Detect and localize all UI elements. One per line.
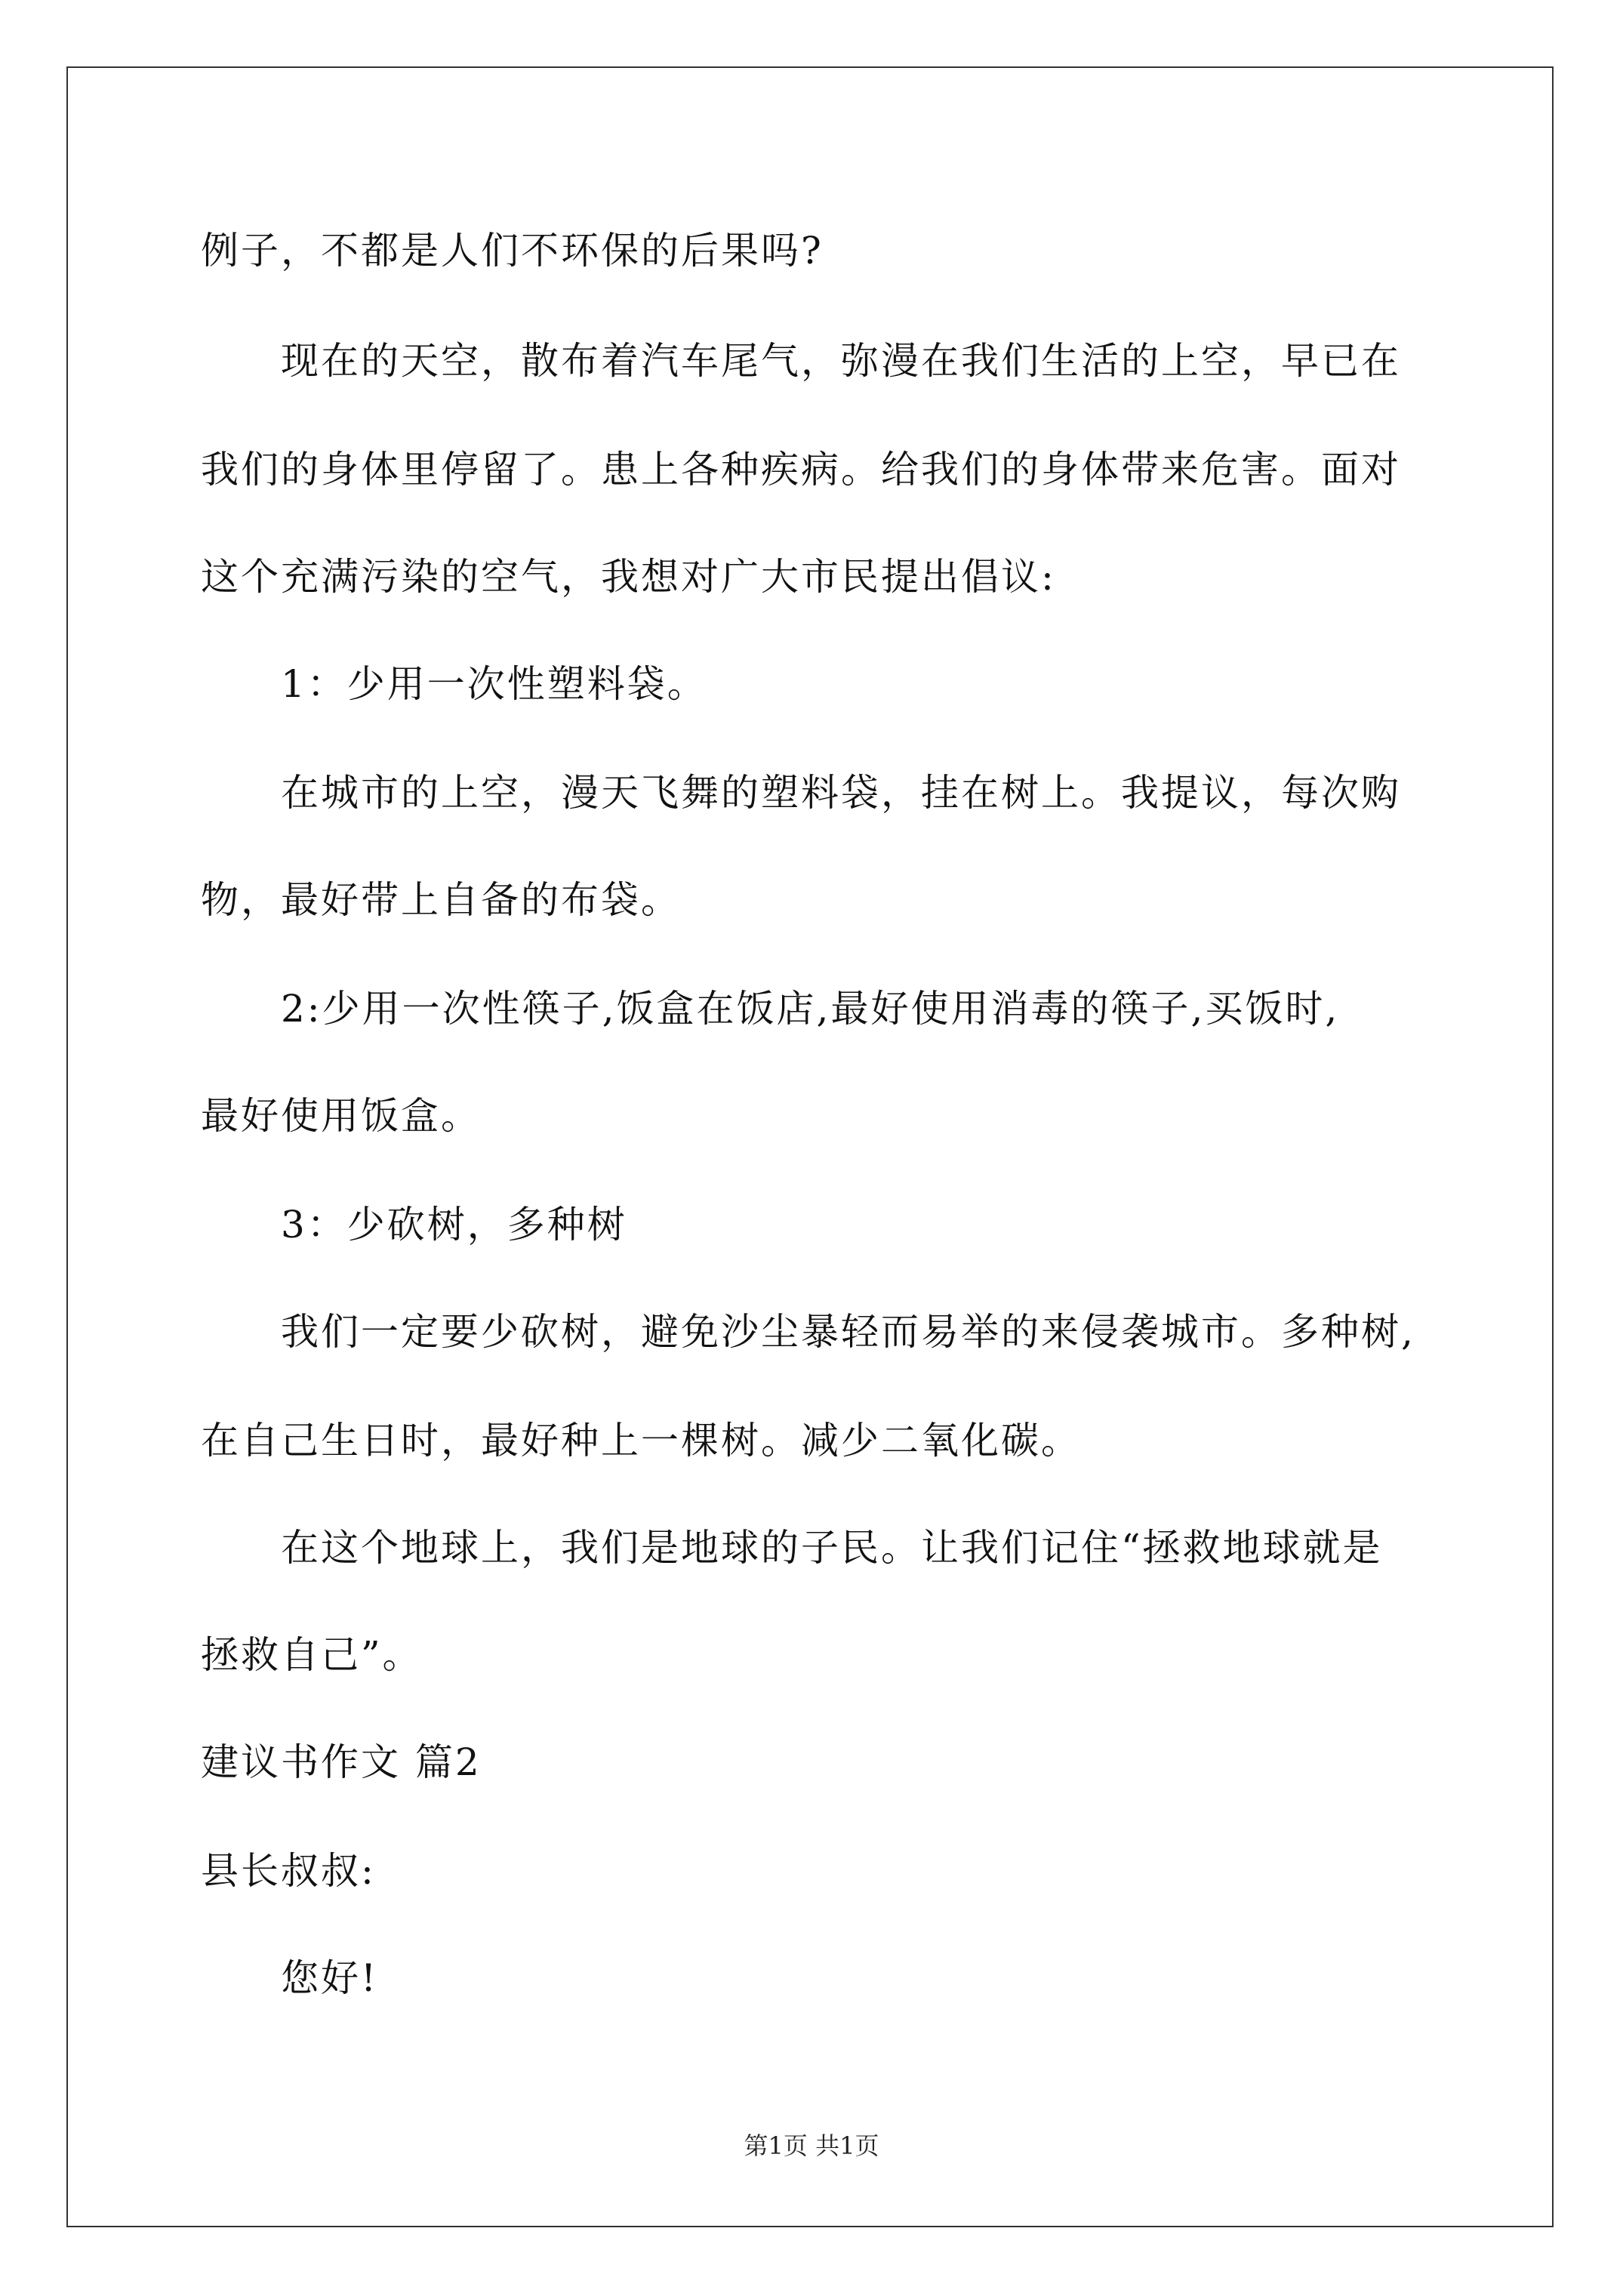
paragraph-line: 我们一定要少砍树，避免沙尘暴轻而易举的来侵袭城市。多种树, bbox=[281, 1310, 1415, 1354]
paragraph-line: 例子，不都是人们不环保的后果吗? bbox=[201, 229, 824, 273]
paragraph-line: 在城市的上空，漫天飞舞的塑料袋，挂在树上。我提议，每次购 bbox=[281, 771, 1401, 815]
greeting: 您好! bbox=[281, 1956, 379, 2000]
salutation: 县长叔叔: bbox=[201, 1849, 376, 1893]
paragraph-line: 物，最好带上自备的布袋。 bbox=[201, 878, 681, 922]
page-number-footer: 第1页 共1页 bbox=[744, 2131, 879, 2160]
paragraph-line: 在自己生日时，最好种上一棵树。减少二氧化碳。 bbox=[201, 1419, 1081, 1462]
paragraph-line: 这个充满污染的空气，我想对广大市民提出倡议: bbox=[201, 555, 1056, 599]
list-item-heading: 1：少用一次性塑料袋。 bbox=[281, 662, 707, 706]
section-title: 建议书作文 篇2 bbox=[201, 1740, 482, 1784]
list-item-heading: 2:少用一次性筷子,饭盒在饭店,最好使用消毒的筷子,买饭时, bbox=[281, 987, 1340, 1031]
paragraph-line: 我们的身体里停留了。患上各种疾病。给我们的身体带来危害。面对 bbox=[201, 448, 1401, 492]
page-frame bbox=[66, 66, 1554, 2227]
paragraph-line: 在这个地球上，我们是地球的子民。让我们记住“拯救地球就是 bbox=[281, 1526, 1383, 1570]
paragraph-line: 拯救自己”。 bbox=[201, 1633, 423, 1677]
paragraph-line: 最好使用饭盒。 bbox=[201, 1094, 481, 1138]
list-item-heading: 3：少砍树，多种树 bbox=[281, 1203, 627, 1247]
paragraph-line: 现在的天空，散布着汽车尾气，弥漫在我们生活的上空，早已在 bbox=[281, 339, 1401, 383]
